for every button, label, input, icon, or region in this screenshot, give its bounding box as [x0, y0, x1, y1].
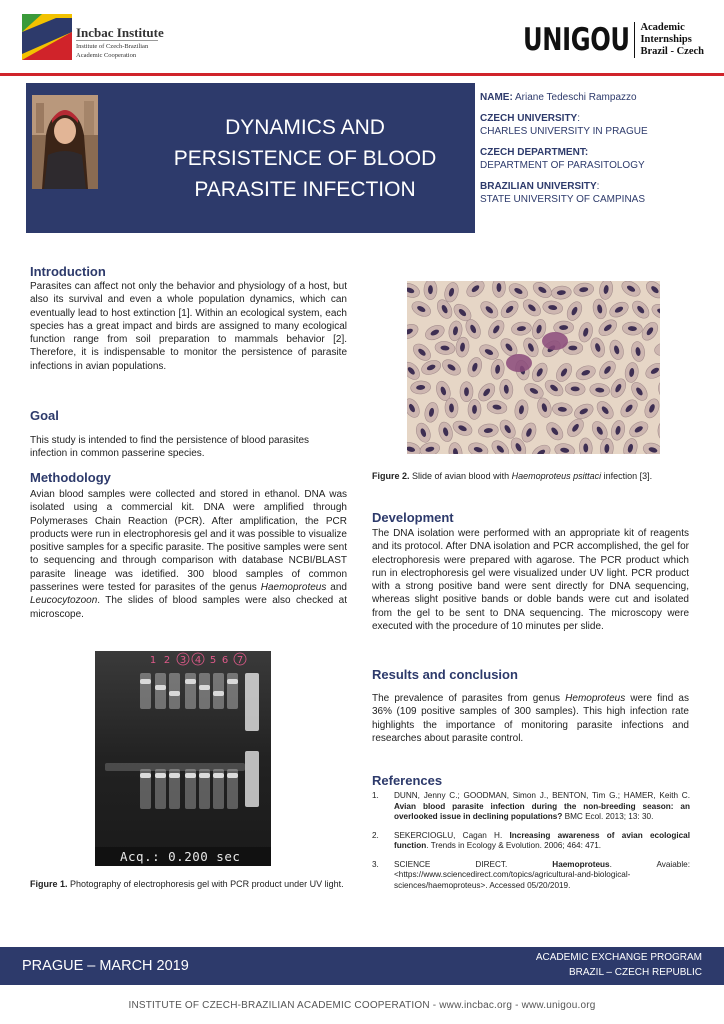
figure-2-label: Figure 2. [372, 471, 410, 481]
electrophoresis-gel-photo [95, 651, 271, 866]
references-list [372, 791, 690, 891]
reference-title: Avian blood parasite infection during the non-breeding season: an overlooked issue in declining populations? [394, 801, 690, 821]
incbac-subtitle-2: Academic Cooperation [76, 52, 137, 59]
gel-lane-label: 7 [236, 655, 244, 666]
methodology-heading: Methodology [30, 470, 111, 485]
reference-item [372, 831, 690, 852]
red-blood-cell [492, 281, 505, 297]
gel-lower-band [169, 773, 180, 778]
czech-university-label: CZECH UNIVERSITY [480, 113, 578, 124]
reference-source: . Trends in Ecology & Evolution. 2006; 464: 471. [426, 841, 602, 850]
figure-2-species: Haemoproteus psittaci [511, 471, 602, 481]
footer-program: ACADEMIC EXCHANGE PROGRAM [535, 952, 702, 963]
gel-upper-band [140, 679, 151, 684]
gel-acquisition-readout: Acq.: 0.200 sec [120, 849, 241, 864]
brazilian-university-value: STATE UNIVERSITY OF CAMPINAS [480, 194, 646, 205]
unigou-tag-2: Internships [640, 34, 692, 45]
figure-1-caption [30, 878, 350, 890]
gel-upper-band [169, 691, 180, 696]
footer-location-date: PRAGUE – MARCH 2019 [22, 958, 189, 974]
gel-lower-band [140, 773, 151, 778]
gel-lane-label: 5 [209, 655, 217, 666]
info-brazilian-university: BRAZILIAN UNIVERSITY: STATE UNIVERSITY OF CAMPINAS [480, 180, 710, 206]
goal-heading: Goal [30, 408, 59, 423]
gel-ladder-upper [245, 673, 259, 731]
infected-cell [542, 332, 568, 350]
gel-lower-band [155, 773, 166, 778]
unigou-wordmark: UNIGOU [523, 22, 630, 58]
reference-number: 3. [372, 859, 379, 869]
gel-image [95, 651, 271, 866]
gel-lane-label: 3 [179, 655, 187, 666]
red-blood-cell [424, 281, 437, 300]
red-blood-cell [468, 399, 482, 419]
methodology-and: and [326, 582, 347, 594]
figure-1-label: Figure 1. [30, 879, 68, 889]
title-line-2: PERSISTENCE OF BLOOD [173, 147, 437, 170]
blood-slide-photo [407, 281, 660, 454]
red-blood-cell [460, 382, 473, 402]
methodology-text [30, 488, 347, 621]
reference-source: BMC Ecol. 2013; 13: 30. [562, 812, 654, 821]
unigou-tagline [640, 22, 704, 58]
gel-upper-band [155, 685, 166, 690]
gel-lower-band [227, 773, 238, 778]
gel-lower-band [213, 773, 224, 778]
gel-upper-band [199, 685, 210, 690]
info-name [480, 91, 710, 104]
incbac-flag-icon [22, 14, 72, 60]
incbac-divider [76, 40, 158, 41]
author-photo-image [32, 95, 98, 189]
incbac-logo [22, 14, 162, 62]
gel-well-row [105, 763, 245, 771]
info-czech-department [480, 146, 710, 172]
reference-source: . Avaiable: <https://www.sciencedirect.com/topics/agricultural-and-biological-sciences/haemoproteus>. Accessed 05/20/2019. [394, 859, 690, 890]
incbac-subtitle-1: Institute of Czech-Brazilian [76, 43, 149, 50]
results-heading: Results and conclusion [372, 667, 518, 682]
gel-lower-band [185, 773, 196, 778]
gel-lane-label: 2 [163, 655, 171, 666]
infected-cell [506, 354, 532, 372]
figure-2-text-a: Slide of avian blood with [409, 471, 512, 481]
methodology-text-a: Avian blood samples were collected and stored in ethanol. DNA was isolated using a commercial kit. DNA were amplified through Polymerases Chain Reaction (PCR). After amplification, the PCR products were run in electrophoresis gel and it was possible to visualize positive samples for a specific parasite. The positive samples were sent to sequencing and through comparison with database NCBI/BLAST parasite lineage was idetified. 300 blood samples of common passerines were tested for parasites of the genus [30, 489, 347, 594]
reference-authors: SEKERCIOGLU, Cagan H. [394, 830, 510, 840]
results-text-b: were find as 36% (109 positive samples of 300 samples). This high infection rate highlights the importance of monitoring parasite infections and researches about parasite control. [372, 693, 689, 744]
gel-lower-band [199, 773, 210, 778]
header-red-rule [0, 73, 724, 76]
footer-countries: BRAZIL – CZECH REPUBLIC [569, 967, 702, 978]
poster-title [155, 112, 455, 205]
incbac-name: Incbac Institute [76, 25, 164, 40]
author-info [480, 91, 710, 214]
figure-1-text: Photography of electrophoresis gel with PCR product under UV light. [67, 879, 344, 889]
footer-institute-links: INSTITUTE OF CZECH-BRAZILIAN ACADEMIC COOPERATION - www.incbac.org - www.unigou.org [128, 1000, 596, 1011]
info-czech-university: CZECH UNIVERSITY: CHARLES UNIVERSITY IN PRAGUE [480, 112, 710, 138]
gel-upper-smear [185, 673, 196, 709]
figure-2-caption [372, 470, 702, 482]
czech-department-value: DEPARTMENT OF PARASITOLOGY [480, 160, 645, 171]
unigou-divider [634, 22, 636, 58]
gel-ladder-lower [245, 751, 259, 807]
results-genus: Hemoproteus [565, 693, 626, 704]
unigou-tag-1: Academic [640, 22, 685, 33]
introduction-text: Parasites can affect not only the behavior and physiology of a host, but also its survival and even a whole population dynamics, which can eventually lead to host extinction [1]. Within an ecological system, each species has a great impact and birds are assigned to many ecological function range from soil preparation to mammals behavior [2]. Therefore, it is indispensable to monitor the persistence of parasite infections in avian populations. [30, 281, 347, 372]
blood-slide-image [407, 281, 660, 454]
gel-upper-band [213, 691, 224, 696]
methodology-genus-2: Leucocytozoon [30, 595, 98, 607]
figure-2-text-b: infection [3]. [601, 471, 653, 481]
gel-upper-smear [199, 673, 210, 709]
gel-upper-smear [155, 673, 166, 709]
name-label: NAME: [480, 92, 513, 103]
reference-item [372, 860, 690, 892]
brazilian-university-label: BRAZILIAN UNIVERSITY [480, 181, 597, 192]
reference-authors: DUNN, Jenny C.; GOODMAN, Simon J., BENTON, Tim G.; HAMER, Keith C. [394, 791, 690, 800]
reference-number: 2. [372, 830, 379, 840]
gel-lane-label: 6 [221, 655, 229, 666]
gel-upper-smear [140, 673, 151, 709]
goal-text: This study is intended to find the persistence of blood parasites infection in common passerine species. [30, 435, 310, 460]
gel-lane-label: 1 [149, 655, 157, 666]
czech-university-value: CHARLES UNIVERSITY IN PRAGUE [480, 126, 648, 137]
czech-department-label: CZECH DEPARTMENT: [480, 147, 589, 158]
reference-title: Haemoproteus [552, 859, 610, 869]
title-line-1: DYNAMICS AND [225, 116, 385, 139]
development-text: The DNA isolation were performed with an appropriate kit of reagents and its protocol. After DNA isolation and PCR accomplished, the gel for electrophoresis were prepared with agarose. The PCR product which run in electrophoresis gel were visualized under UV light. PCR product with a strong positive band were sent directly for DNA sequencing, whereas slight positive bands or doble bands were cut and isolated from the gel to be sent to DNA sequencing. The microscopy were executed with the procedure of 10 minutes per slide. [372, 528, 689, 633]
introduction-heading: Introduction [30, 264, 106, 279]
references-heading: References [372, 773, 443, 788]
author-photo [32, 95, 98, 189]
results-text [372, 692, 689, 745]
title-line-3: PARASITE INFECTION [194, 178, 416, 201]
methodology-genus-1: Haemoproteus [260, 582, 327, 594]
name-value: Ariane Tedeschi Rampazzo [515, 92, 637, 103]
results-text-a: The prevalence of parasites from genus [372, 693, 566, 704]
reference-title: Increasing awareness of avian ecological function [394, 830, 691, 850]
reference-number: 1. [372, 791, 379, 800]
unigou-tag-3: Brazil - Czech [640, 46, 704, 57]
reference-item [372, 791, 690, 823]
gel-lane-label: 4 [194, 655, 202, 666]
gel-upper-band [185, 679, 196, 684]
gel-upper-smear [227, 673, 238, 709]
methodology-text-b: . The slides of blood samples were also checked at microscope. [30, 595, 347, 620]
gel-upper-band [227, 679, 238, 684]
unigou-logo [493, 20, 704, 60]
development-heading: Development [372, 510, 454, 525]
reference-authors: SCIENCE DIRECT. [394, 859, 553, 869]
